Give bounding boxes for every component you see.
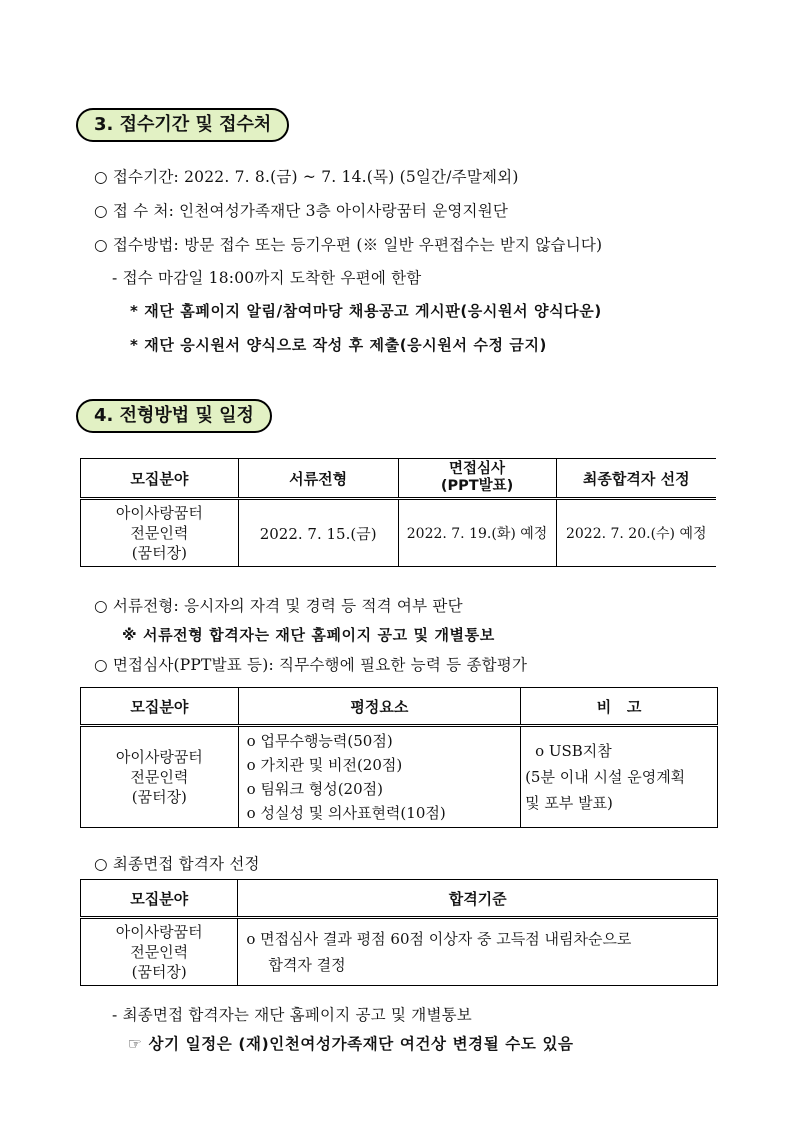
final-field-l2: 전문인력 bbox=[130, 943, 189, 961]
schedule-field bbox=[81, 499, 239, 567]
schedule-header-interview-l1: 면접심사 bbox=[449, 461, 506, 477]
interview-header-field: 모집분야 bbox=[81, 688, 239, 726]
interview-field bbox=[81, 726, 239, 828]
interview-field-l1: 아이사랑꿈터 bbox=[115, 748, 203, 766]
criteria-3: o 팀워크 형성(20점) bbox=[246, 780, 383, 798]
final-selection: ○ 최종면접 합격자 선정 bbox=[94, 855, 260, 873]
interview-field-l3: (꿈터장) bbox=[131, 788, 187, 806]
reception-method: ○ 접수방법: 방문 접수 또는 등기우편 (※ 일반 우편접수는 받지 않습니다) bbox=[94, 236, 603, 254]
final-field bbox=[81, 918, 238, 986]
doc-screening-note: ※ 서류전형 합격자는 재단 홈페이지 공고 및 개별통보 bbox=[122, 626, 495, 644]
homepage-note: * 재단 홈페이지 알림/참여마당 채용공고 게시판(응시원서 양식다운) bbox=[130, 302, 602, 320]
schedule-final-date: 2022. 7. 20.(수) 예정 bbox=[556, 499, 716, 567]
final-notice: - 최종면접 합격자는 재단 홈페이지 공고 및 개별통보 bbox=[112, 1006, 472, 1024]
schedule-field-l2: 전문인력 bbox=[130, 524, 189, 542]
final-criteria bbox=[238, 918, 718, 986]
section-4-title: 4. 전형방법 및 일정 bbox=[76, 399, 272, 433]
remarks-3: 및 포부 발표) bbox=[525, 794, 613, 812]
form-note: * 재단 응시원서 양식으로 작성 후 제출(응시원서 수정 금지) bbox=[130, 336, 548, 354]
criteria-2: o 가치관 및 비전(20점) bbox=[246, 756, 403, 774]
schedule-change-note: ☞ 상기 일정은 (재)인천여성가족재단 여건상 변경될 수도 있음 bbox=[128, 1035, 574, 1053]
criteria-4: o 성실성 및 의사표현력(10점) bbox=[246, 804, 446, 822]
schedule-table bbox=[80, 458, 716, 567]
interview-header-remarks: 비 고 bbox=[521, 688, 718, 726]
deadline-note: - 접수 마감일 18:00까지 도착한 우편에 한함 bbox=[112, 269, 422, 287]
remarks-1: o USB지참 bbox=[535, 742, 612, 760]
interview-remarks bbox=[521, 726, 718, 828]
interview-table bbox=[80, 687, 718, 828]
reception-period: ○ 접수기간: 2022. 7. 8.(금) ~ 7. 14.(목) (5일간/주말제외) bbox=[94, 168, 519, 186]
reception-place: ○ 접 수 처: 인천여성가족재단 3층 아이사랑꿈터 운영지원단 bbox=[94, 202, 509, 220]
interview-screening: ○ 면접심사(PPT발표 등): 직무수행에 필요한 능력 등 종합평가 bbox=[94, 656, 528, 674]
criteria-1: o 업무수행능력(50점) bbox=[246, 732, 393, 750]
schedule-field-l1: 아이사랑꿈터 bbox=[115, 504, 203, 522]
schedule-header-interview-l2: (PPT발표) bbox=[440, 478, 514, 494]
final-table bbox=[80, 879, 718, 986]
schedule-interview-date: 2022. 7. 19.(화) 예정 bbox=[398, 499, 556, 567]
schedule-field-l3: (꿈터장) bbox=[131, 544, 187, 562]
interview-header-criteria: 평정요소 bbox=[238, 688, 520, 726]
schedule-doc-date: 2022. 7. 15.(금) bbox=[238, 499, 398, 567]
section-3-title: 3. 접수기간 및 접수처 bbox=[76, 108, 289, 142]
schedule-header-interview bbox=[398, 459, 556, 499]
final-criteria-l1: o 면접심사 결과 평점 60점 이상자 중 고득점 내림차순으로 bbox=[246, 930, 632, 948]
schedule-header-doc: 서류전형 bbox=[238, 459, 398, 499]
interview-criteria bbox=[238, 726, 520, 828]
schedule-header-final: 최종합격자 선정 bbox=[556, 459, 716, 499]
schedule-header-field: 모집분야 bbox=[81, 459, 239, 499]
final-header-field: 모집분야 bbox=[81, 880, 238, 918]
final-field-l3: (꿈터장) bbox=[131, 963, 187, 981]
final-field-l1: 아이사랑꿈터 bbox=[115, 923, 203, 941]
interview-field-l2: 전문인력 bbox=[130, 768, 189, 786]
final-criteria-l2: 합격자 결정 bbox=[268, 956, 346, 974]
doc-screening: ○ 서류전형: 응시자의 자격 및 경력 등 적격 여부 판단 bbox=[94, 597, 463, 615]
final-header-criteria: 합격기준 bbox=[238, 880, 718, 918]
remarks-2: (5분 이내 시설 운영계획 bbox=[525, 768, 686, 786]
